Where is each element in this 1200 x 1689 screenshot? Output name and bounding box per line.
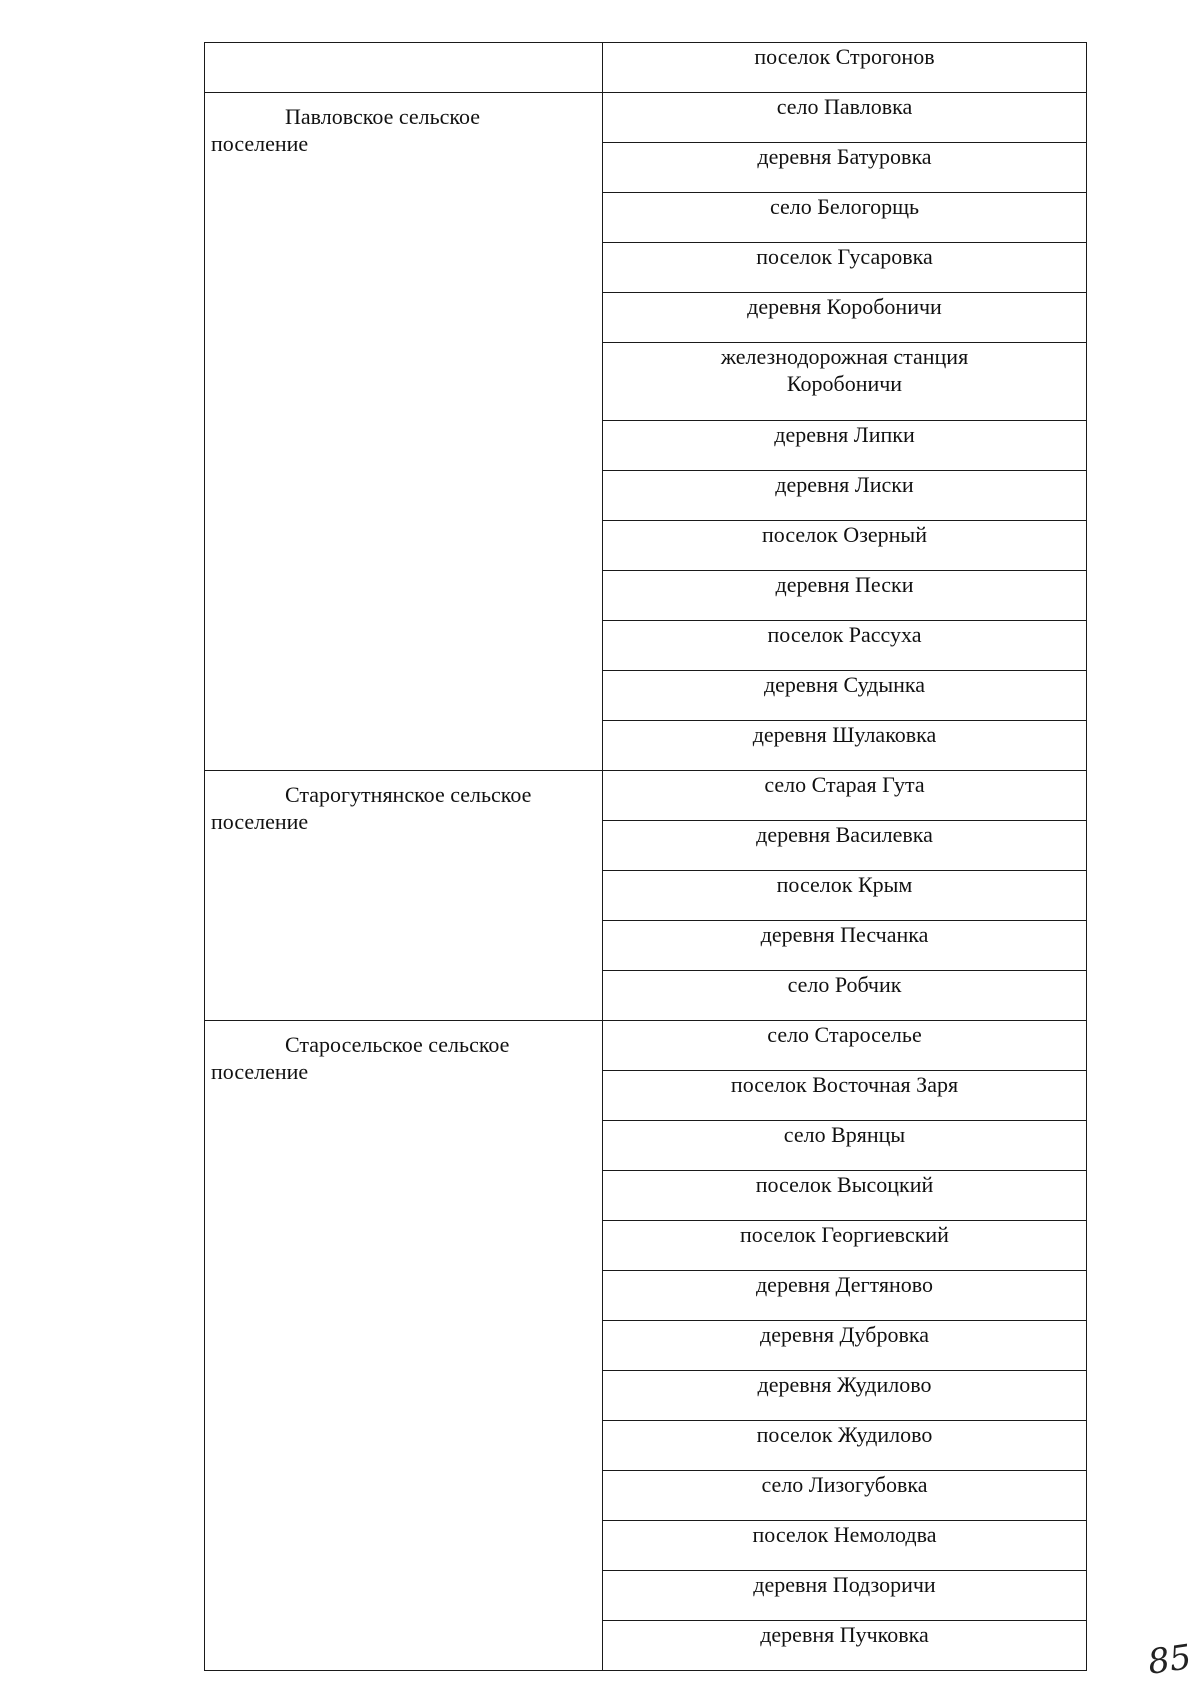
- locality-name: поселок Озерный: [762, 522, 927, 547]
- locality-cell: [603, 721, 1087, 771]
- settlement-name: Павловское сельское поселение: [211, 104, 481, 156]
- locality-name: деревня Василевка: [756, 822, 933, 847]
- locality-cell: [603, 971, 1087, 1021]
- locality-cell: [603, 1421, 1087, 1471]
- locality-cell: [603, 1571, 1087, 1621]
- handwritten-page-number: 85: [1145, 1637, 1194, 1683]
- locality-name: деревня Подзоричи: [753, 1572, 936, 1597]
- locality-name: поселок Рассуха: [767, 622, 922, 647]
- settlements-table: [204, 42, 1087, 1671]
- locality-cell: [603, 671, 1087, 721]
- locality-cell: [603, 1221, 1087, 1271]
- locality-cell: [603, 1321, 1087, 1371]
- locality-name: железнодорожная станция Коробоничи: [720, 344, 969, 396]
- locality-name: поселок Гусаровка: [756, 244, 933, 269]
- locality-cell: [603, 1021, 1087, 1071]
- locality-name: село Белогорщь: [769, 194, 920, 219]
- table-row: [205, 93, 1087, 143]
- locality-name: село Старая Гута: [764, 772, 925, 797]
- locality-cell: [603, 243, 1087, 293]
- locality-name: поселок Жудилово: [756, 1422, 933, 1447]
- settlement-cell: [205, 1021, 603, 1671]
- locality-cell: [603, 1621, 1087, 1671]
- settlement-name: Старогутнянское сельское поселение: [211, 782, 532, 834]
- locality-cell: [603, 193, 1087, 243]
- locality-name: поселок Крым: [776, 872, 913, 897]
- locality-name: поселок Георгиевский: [740, 1222, 949, 1247]
- locality-cell: [603, 921, 1087, 971]
- table-row: [205, 1021, 1087, 1071]
- locality-name: деревня Пучковка: [760, 1622, 929, 1647]
- locality-name: село Староселье: [767, 1022, 922, 1047]
- locality-cell: [603, 143, 1087, 193]
- locality-name: поселок Строгонов: [754, 44, 935, 69]
- locality-name: поселок Немолодва: [752, 1522, 937, 1547]
- locality-cell: [603, 1071, 1087, 1121]
- locality-cell: [603, 821, 1087, 871]
- settlement-name: Старосельское сельское поселение: [211, 1032, 510, 1084]
- settlement-cell-empty: [205, 43, 603, 93]
- locality-name: деревня Пески: [775, 572, 914, 597]
- locality-name: село Лизогубовка: [761, 1472, 928, 1497]
- locality-name: деревня Дубровка: [760, 1322, 929, 1347]
- locality-name: деревня Судынка: [763, 672, 926, 697]
- locality-cell: [603, 771, 1087, 821]
- settlement-cell: [205, 93, 603, 771]
- locality-name: деревня Липки: [774, 422, 915, 447]
- locality-cell: [603, 43, 1087, 93]
- locality-name: деревня Песчанка: [760, 922, 929, 947]
- locality-name: деревня Батуровка: [757, 144, 932, 169]
- locality-cell: [603, 471, 1087, 521]
- locality-cell: [603, 871, 1087, 921]
- locality-name: село Робчик: [787, 972, 902, 997]
- locality-cell: [603, 621, 1087, 671]
- locality-cell: [603, 93, 1087, 143]
- locality-name: деревня Дегтяново: [755, 1272, 934, 1297]
- locality-cell: [603, 571, 1087, 621]
- locality-name: деревня Лиски: [775, 472, 914, 497]
- locality-name: село Врянцы: [783, 1122, 906, 1147]
- locality-cell: [603, 1121, 1087, 1171]
- locality-cell: [603, 1371, 1087, 1421]
- settlement-cell: [205, 771, 603, 1021]
- table-row: [205, 771, 1087, 821]
- locality-name: деревня Коробоничи: [747, 294, 942, 319]
- locality-name: деревня Шулаковка: [752, 722, 937, 747]
- locality-name: село Павловка: [776, 94, 913, 119]
- locality-cell: [603, 1471, 1087, 1521]
- locality-name: деревня Жудилово: [757, 1372, 932, 1397]
- locality-cell: [603, 343, 1087, 421]
- locality-cell: [603, 1171, 1087, 1221]
- locality-cell: [603, 421, 1087, 471]
- locality-cell: [603, 521, 1087, 571]
- locality-cell: [603, 1521, 1087, 1571]
- locality-cell: [603, 293, 1087, 343]
- continuation-row: [205, 43, 1087, 93]
- locality-name: поселок Высоцкий: [755, 1172, 934, 1197]
- locality-name: поселок Восточная Заря: [730, 1072, 959, 1097]
- locality-cell: [603, 1271, 1087, 1321]
